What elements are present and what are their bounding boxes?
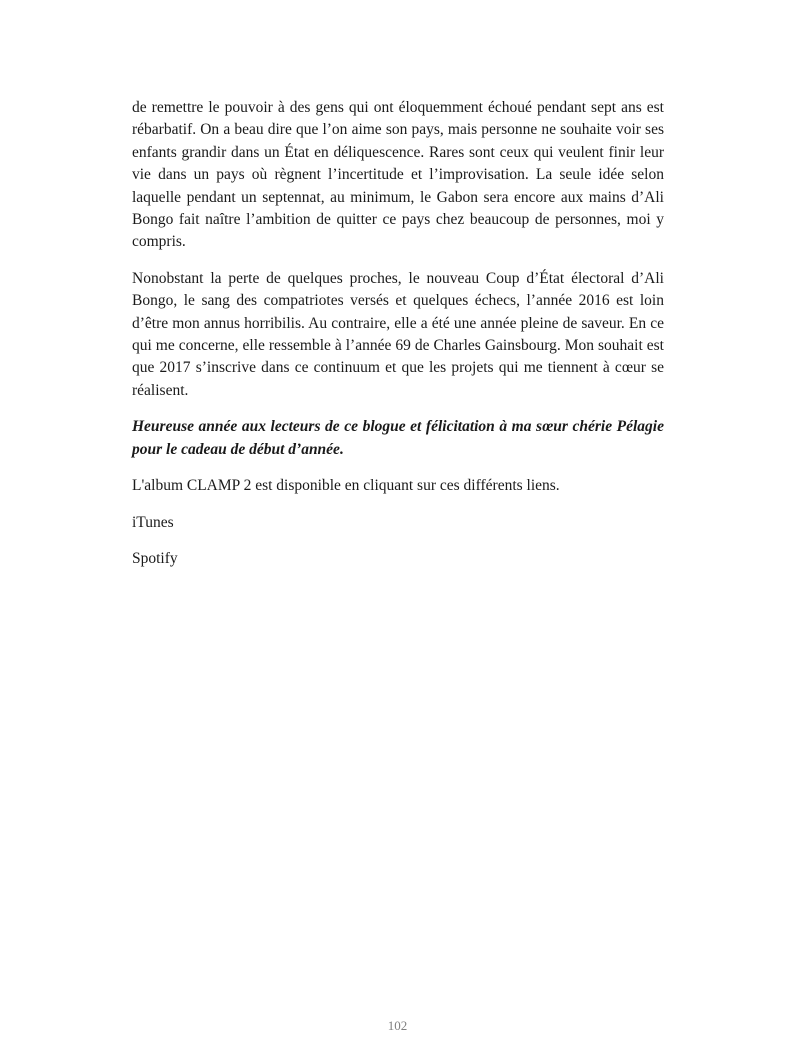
page-number: 102 — [387, 1018, 408, 1033]
paragraph-1: de remettre le pouvoir à des gens qui ont éloquemment échoué pendant sept ans est rébarbatif. On a beau dire que l’on aime son pays, mais personne ne souhaite voir ses enfants grandir dans un État en déliquescence. Rares sont ceux qui veulent finir leur vie dans un pays où règnent l’incertitude et l’improvisation. La seule idée selon laquelle pendant un septennat, au minimum, le Gabon sera encore aux mains d’Ali Bongo fait naître l’ambition de quitter ce pays chez beaucoup de personnes, moi y compris. — [132, 99, 664, 251]
body-text — [132, 97, 664, 584]
paragraph-2: Nonobstant la perte de quelques proches, le nouveau Coup d’État électoral d’Ali Bongo, le sang des compatriotes versés et quelques échecs, l’année 2016 est loin d’être mon annus horribilis. Au contraire, elle a été une année pleine de saveur. En ce qui me concerne, elle ressemble à l’année 69 de Charles Gainsbourg. Mon souhait est que 2017 s’inscrive dans ce continuum et que les projets qui me tiennent à cœur se réalisent. — [132, 269, 664, 399]
spotify-link[interactable]: Spotify — [132, 549, 178, 567]
album-note: L'album CLAMP 2 est disponible en cliquant sur ces différents liens. — [132, 477, 560, 495]
greeting-paragraph: Heureuse année aux lecteurs de ce blogue et félicitation à ma sœur chérie Pélagie pour le cadeau de début d’année. — [132, 418, 664, 458]
itunes-link[interactable]: iTunes — [132, 513, 174, 531]
